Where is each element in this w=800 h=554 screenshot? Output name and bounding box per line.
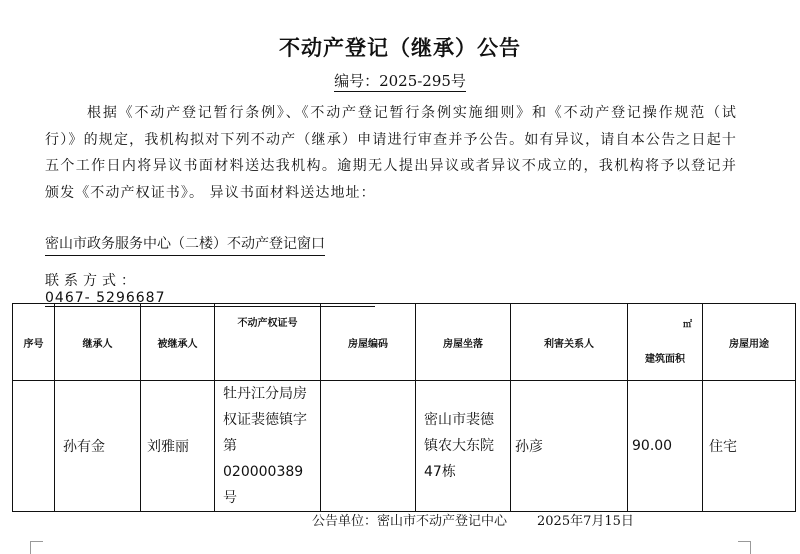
cell-deceased: 刘雅丽 (141, 381, 215, 512)
header-no: 序号 (13, 304, 55, 381)
header-cert: 不动产权证号 (215, 304, 321, 381)
header-usage: 房屋用途 (703, 304, 796, 381)
objection-address: 密山市政务服务中心（二楼）不动产登记窗口 (45, 233, 325, 256)
area-unit: ㎡ (682, 320, 692, 330)
page-corner-mark-right (738, 541, 751, 554)
contact-label: 联系方式： (45, 273, 140, 289)
cell-area: 90.00 (628, 381, 703, 512)
property-table (12, 303, 796, 512)
cell-no (13, 381, 55, 512)
notice-serial-number (0, 70, 800, 91)
cell-usage: 住宅 (703, 381, 796, 512)
table-header-row (13, 304, 796, 381)
header-heir: 继承人 (55, 304, 141, 381)
cell-heir: 孙有金 (55, 381, 141, 512)
cell-stakeholder: 孙彦 (511, 381, 628, 512)
table-row (13, 381, 796, 512)
contact-line (45, 270, 465, 307)
notice-body: 根据《不动产登记暂行条例》、《不动产登记暂行条例实施细则》和《不动产登记操作规范（试行）》的规定，我机构拟对下列不动产（继承）申请进行审查并予公告。如有异议，请自本公告之日起十五个工作日内将异议书面材料送达我机构。逾期无人提出异议或者异议不成立的，我机构将予以登记并颁发《不动产权证书》。 异议书面材料送达地址： (45, 105, 737, 201)
page-corner-mark-left (30, 541, 43, 554)
issue-date: 2025年7月15日 (537, 514, 634, 529)
header-location: 房屋坐落 (416, 304, 511, 381)
notice-title: 不动产登记（继承）公告 (279, 36, 521, 60)
notice-footer (312, 510, 634, 529)
header-stakeholder: 利害关系人 (511, 304, 628, 381)
header-deceased: 被继承人 (141, 304, 215, 381)
cell-location: 密山市裴德镇农大东院47栋 (416, 381, 511, 512)
header-area (628, 304, 703, 381)
cell-cert: 牡丹江分局房权证裴德镇字第 020000389号 (215, 381, 321, 512)
header-house-code: 房屋编码 (321, 304, 416, 381)
serial-text: 编号：2025-295号 (334, 72, 466, 90)
contact-phone: 0467- 5296687 (45, 290, 375, 307)
area-label: 建筑面积 (645, 354, 685, 365)
cell-house-code (321, 381, 416, 512)
issuing-unit: 公告单位：密山市不动产登记中心 (312, 514, 508, 529)
